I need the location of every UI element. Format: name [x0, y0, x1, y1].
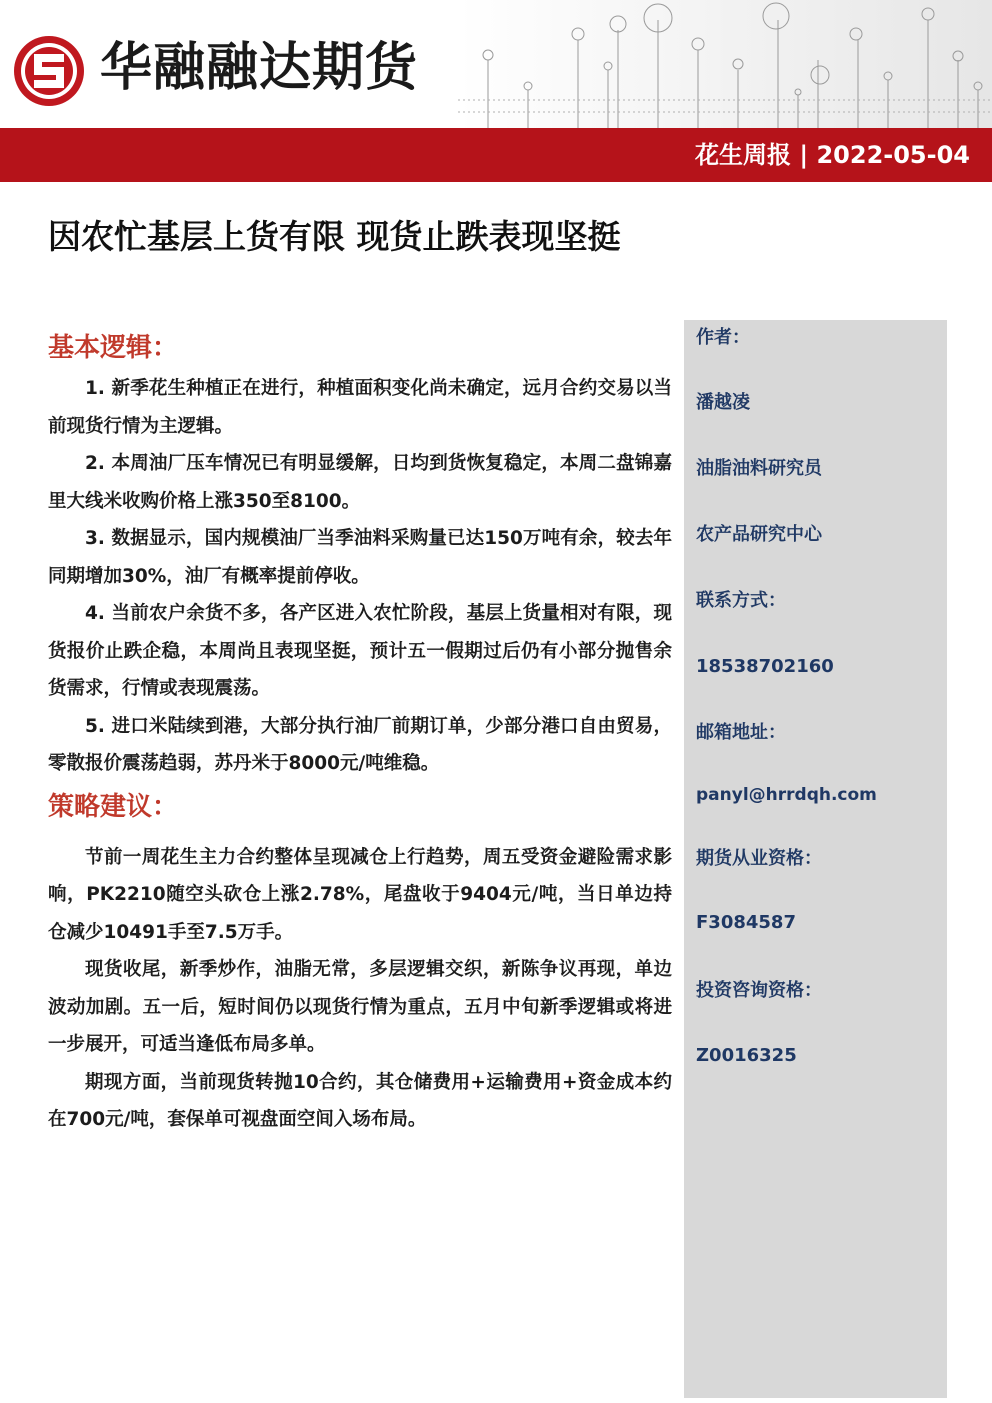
author-sidebar [684, 320, 947, 1398]
email-link[interactable]: panyl@hrrdqh.com [696, 785, 877, 805]
contact-label: 联系方式： [696, 590, 786, 611]
phone-number: 18538702160 [696, 656, 834, 677]
email-label: 邮箱地址： [696, 722, 786, 743]
page-title: 因农忙基层上货有限 现货止跌表现坚挺 [48, 217, 621, 256]
strategy-paragraph: 现货收尾，新季炒作，油脂无常，多层逻辑交织，新陈争议再现，单边波动加剧。五一后，短时间仍以现货行情为重点，五月中旬新季逻辑或将进一步展开，可适当逢低布局多单。 [48, 959, 672, 1055]
logic-paragraph: 5. 进口米陆续到港，大部分执行油厂前期订单，少部分港口自由贸易，零散报价震荡趋弱，苏丹米于8000元/吨维稳。 [48, 715, 672, 774]
header-decoration [458, 0, 992, 128]
company-name: 华融融达期货 [100, 38, 419, 98]
author-label: 作者： [696, 327, 750, 348]
author-name: 潘越凌 [696, 392, 750, 413]
department: 农产品研究中心 [696, 524, 822, 545]
company-logo-icon [12, 34, 86, 108]
author-title: 油脂油料研究员 [696, 458, 822, 479]
invest-qual-number: Z0016325 [696, 1045, 797, 1066]
strategy-paragraph: 期现方面，当前现货转抛10合约，其仓储费用+运输费用+资金成本约在700元/吨，套保单可视盘面空间入场布局。 [48, 1071, 672, 1130]
main-content [48, 326, 672, 1139]
logic-heading: 基本逻辑： [48, 333, 179, 363]
futures-qual-number: F3084587 [696, 912, 796, 933]
logic-paragraph: 1. 新季花生种植正在进行，种植面积变化尚未确定，远月合约交易以当前现货行情为主逻辑。 [48, 378, 672, 437]
report-banner [0, 128, 992, 182]
logic-paragraph: 3. 数据显示，国内规模油厂当季油料采购量已达150万吨有余，较去年同期增加30%，油厂有概率提前停收。 [48, 528, 672, 587]
strategy-heading: 策略建议： [48, 791, 179, 822]
logic-paragraph: 2. 本周油厂压车情况已有明显缓解，日均到货恢复稳定，本周二盘锦嘉里大线米收购价格上涨350至8100。 [48, 453, 672, 512]
page-header [0, 0, 992, 128]
futures-qual-label: 期货从业资格： [696, 848, 822, 869]
logic-paragraph: 4. 当前农户余货不多，各产区进入农忙阶段，基层上货量相对有限，现货报价止跌企稳，本周尚且表现坚挺，预计五一假期过后仍有小部分抛售余货需求，行情或表现震荡。 [48, 603, 672, 699]
strategy-paragraph: 节前一周花生主力合约整体呈现减仓上行趋势，周五受资金避险需求影响，PK2210随空头砍仓上涨2.78%，尾盘收于9404元/吨，当日单边持仓减少10491手至7.5万手。 [48, 846, 672, 943]
invest-qual-label: 投资咨询资格： [696, 980, 822, 1001]
report-tag: 花生周报 | 2022-05-04 [695, 141, 970, 169]
